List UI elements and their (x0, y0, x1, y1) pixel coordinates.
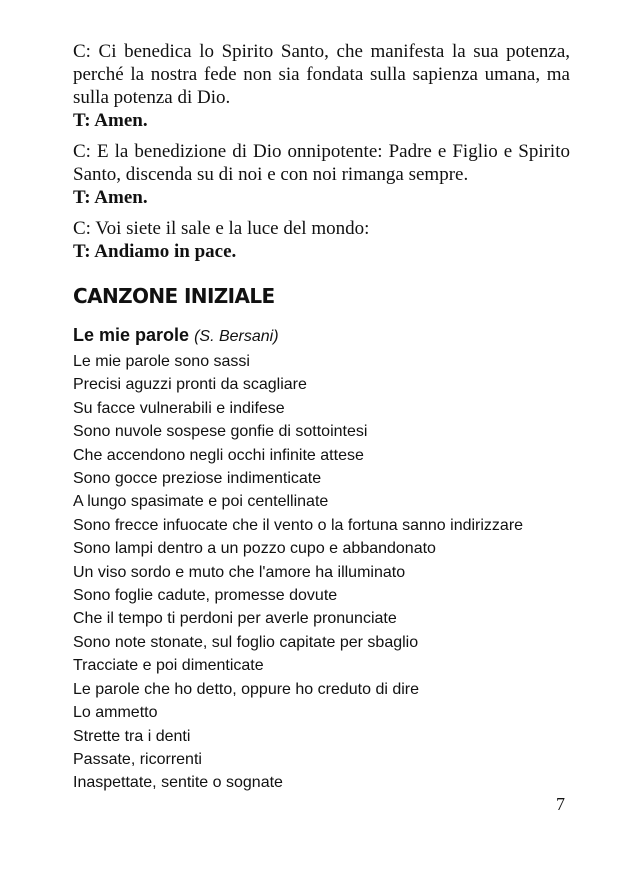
lyric-line: Un viso sordo e muto che l'amore ha illuminato (73, 563, 406, 581)
assembly-response: T: Andiamo in pace. (73, 241, 237, 262)
celebrant-text: C: Ci benedica lo Spirito Santo, che manifesta la sua potenza, perché la nostra fede non sia fondata sulla sapienza umana, ma sulla potenza di Dio. (73, 41, 570, 108)
celebrant-text: C: Voi siete il sale e la luce del mondo: (73, 218, 370, 239)
celebrant-text: C: E la benedizione di Dio onnipotente: Padre e Figlio e Spirito Santo, discenda su di noi e con noi rimanga sempre. (73, 141, 570, 185)
section-heading: CANZONE INIZIALE (73, 284, 275, 308)
lyric-line: Passate, ricorrenti (73, 750, 202, 768)
lyric-line: Sono nuvole sospese gonfie di sottointesi (73, 423, 368, 441)
lyric-line: Sono lampi dentro a un pozzo cupo e abbandonato (73, 540, 436, 558)
lyric-line: Tracciate e poi dimenticate (73, 657, 264, 675)
page-number: 7 (556, 794, 565, 814)
lyric-line: Che il tempo ti perdoni per averle pronunciate (73, 610, 397, 628)
song-lyrics (73, 350, 593, 795)
lyric-line: Le mie parole sono sassi (73, 353, 250, 370)
lyric-line: Sono frecce infuocate che il vento o la fortuna sanno indirizzare (73, 516, 524, 534)
lyric-line: Precisi aguzzi pronti da scagliare (73, 376, 307, 394)
song-title-line (73, 323, 593, 349)
lyric-line: Sono note stonate, sul foglio capitate per sbaglio (73, 633, 419, 651)
lyric-line: Lo ammetto (73, 704, 158, 722)
lyric-line: A lungo spasimate e poi centellinate (73, 493, 329, 511)
lyric-line: Su facce vulnerabili e indifese (73, 399, 285, 417)
assembly-response: T: Amen. (73, 110, 148, 131)
liturgy-text (73, 40, 570, 263)
song-author: (S. Bersani) (194, 328, 279, 345)
lyric-line: Sono foglie cadute, promesse dovute (73, 587, 338, 605)
lyric-line: Sono gocce preziose indimenticate (73, 470, 322, 488)
song-title: Le mie parole (73, 325, 190, 345)
song (73, 323, 593, 795)
lyric-line: Strette tra i denti (73, 727, 191, 745)
lyric-line: Le parole che ho detto, oppure ho creduto di dire (73, 680, 420, 698)
lyric-line: Che accendono negli occhi infinite attese (73, 446, 364, 464)
assembly-response: T: Amen. (73, 187, 148, 208)
lyric-line: Inaspettate, sentite o sognate (73, 774, 283, 792)
